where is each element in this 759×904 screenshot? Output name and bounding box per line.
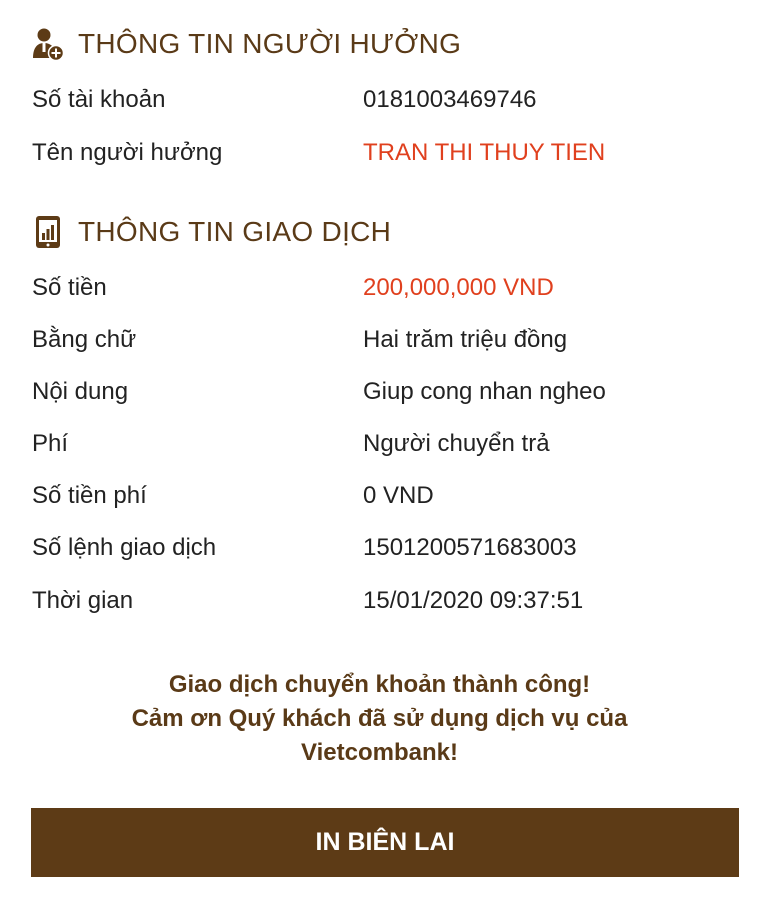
amount-row: [32, 271, 732, 305]
success-message-line3: Vietcombank!: [301, 739, 458, 766]
fee-amount-row: [32, 479, 732, 513]
amount-label: Số tiền: [32, 274, 107, 301]
transaction-section-header: [30, 212, 391, 252]
mobile-chart-icon: [30, 214, 66, 250]
success-message-line2: Cảm ơn Quý khách đã sử dụng dịch vụ của: [131, 705, 628, 732]
amount-in-words-label: Bằng chữ: [32, 326, 137, 353]
beneficiary-section-header: [30, 24, 461, 64]
time-value: 15/01/2020 09:37:51: [363, 587, 584, 614]
fee-amount-label: Số tiền phí: [32, 482, 147, 509]
account-number-label: Số tài khoản: [32, 86, 166, 113]
success-message-line1: Giao dịch chuyển khoản thành công!: [168, 671, 591, 698]
beneficiary-name-value: TRAN THI THUY TIEN: [363, 139, 606, 166]
fee-row: [32, 427, 732, 461]
success-message: [0, 668, 759, 770]
account-number-row: [32, 83, 732, 117]
content-value: Giup cong nhan ngheo: [363, 378, 606, 405]
account-number-value: 0181003469746: [363, 86, 537, 113]
transaction-id-label: Số lệnh giao dịch: [32, 534, 217, 561]
amount-value: 200,000,000 VND: [363, 274, 554, 301]
user-add-icon: [30, 26, 66, 62]
time-row: [32, 584, 732, 618]
beneficiary-name-row: [32, 136, 732, 170]
fee-value: Người chuyển trả: [363, 430, 550, 457]
print-receipt-button[interactable]: IN BIÊN LAI: [31, 808, 739, 877]
amount-in-words-row: [32, 323, 732, 357]
beneficiary-section-title: THÔNG TIN NGƯỜI HƯỞNG: [78, 28, 462, 59]
transaction-id-value: 1501200571683003: [363, 534, 577, 561]
content-row: [32, 375, 732, 409]
transaction-section-title: THÔNG TIN GIAO DỊCH: [78, 216, 392, 247]
time-label: Thời gian: [32, 587, 134, 614]
amount-in-words-value: Hai trăm triệu đồng: [363, 326, 568, 353]
fee-label: Phí: [32, 430, 69, 457]
beneficiary-name-label: Tên người hưởng: [32, 139, 223, 166]
transaction-id-row: [32, 531, 732, 565]
fee-amount-value: 0 VND: [363, 482, 434, 509]
content-label: Nội dung: [32, 378, 129, 405]
